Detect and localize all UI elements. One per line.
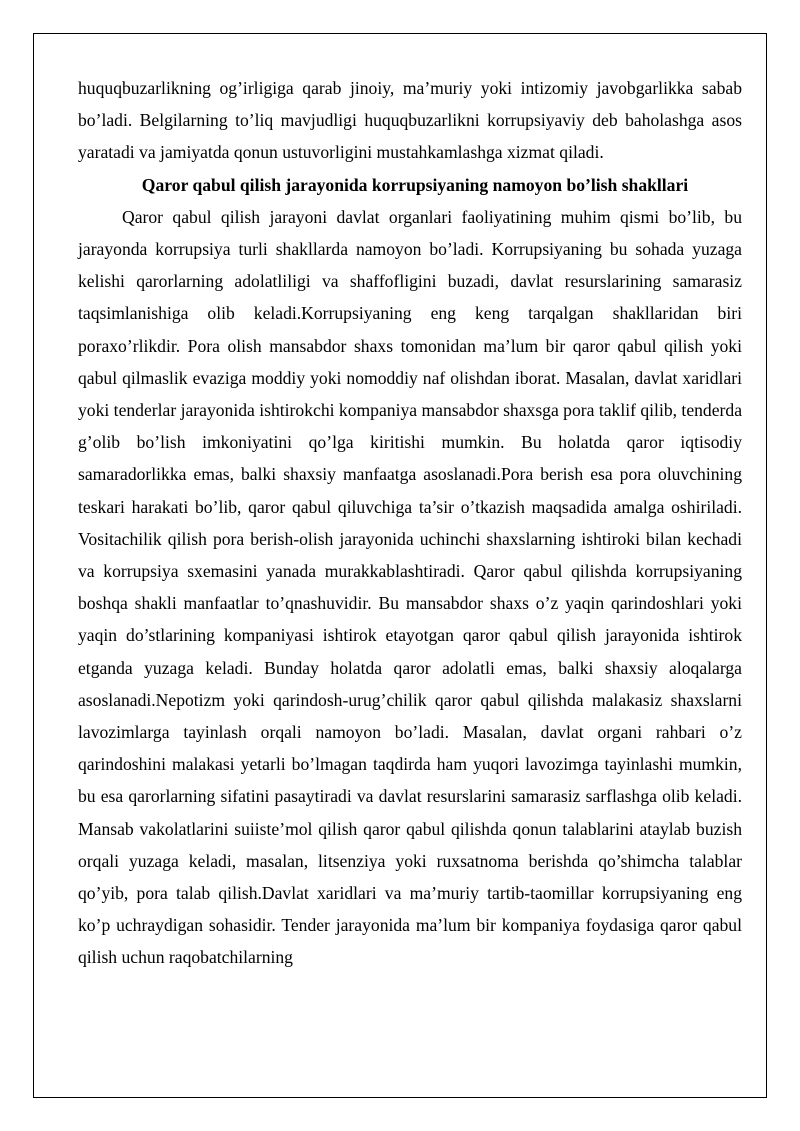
body-paragraph-continuation: huquqbuzarlikning og’irligiga qarab jinoiy, ma’muriy yoki intizomiy javobgarlikka sabab bo’ladi. Belgilarning to’liq mavjudligi huquqbuzarlikni korrupsiyaviy deb baholashga asos yaratadi va jamiyatda qonun ustuvorligini mustahkamlashga xizmat qiladi.: [78, 78, 742, 163]
document-body: [78, 72, 742, 974]
body-paragraph-main: Qaror qabul qilish jarayoni davlat organlari faoliyatining muhim qismi bo’lib, bu jarayonda korrupsiya turli shakllarda namoyon bo’ladi. Korrupsiyaning bu sohada yuzaga kelishi qarorlarning adolatliligi va shaffofligini buzadi, davlat resurslarining samarasiz taqsimlanishiga olib keladi.Korrupsiyaning eng keng tarqalgan shakllaridan biri poraxo’rlikdir. Pora olish mansabdor shaxs tomonidan ma’lum bir qaror qabul qilish yoki qabul qilmaslik evaziga moddiy yoki nomoddiy naf olishdan iborat. Masalan, davlat xaridlari yoki tenderlar jarayonida ishtirokchi kompaniya mansabdor shaxsga pora taklif qilib, tenderda g’olib bo’lish imkoniyatini qo’lga kiritishi mumkin. Bu holatda qaror iqtisodiy samaradorlikka emas, balki shaxsiy manfaatga asoslanadi.Pora berish esa pora oluvchining teskari harakati bo’lib, qaror qabul qiluvchiga ta’sir o’tkazish maqsadida amalga oshiriladi. Vositachilik qilish pora berish-olish jarayonida uchinchi shaxslarning ishtiroki bilan kechadi va korrupsiya sxemasini yanada murakkablashtiradi. Qaror qabul qilishda korrupsiyaning boshqa shakli manfaatlar to’qnashuvidir. Bu mansabdor shaxs o’z yaqin qarindoshlari yoki yaqin do’stlarining kompaniyasi ishtirok etayotgan qaror qabul qilish jarayonida ishtirok etganda yuzaga keladi. Bunday holatda qaror adolatli emas, balki shaxsiy aloqalarga asoslanadi.Nepotizm yoki qarindosh-urug’chilik qaror qabul qilishda malakasiz shaxslarni lavozimlarga tayinlash orqali namoyon bo’ladi. Masalan, davlat organi rahbari o’z qarindoshini malakasi yetarli bo’lmagan taqdirda ham yuqori lavozimga tayinlashi mumkin, bu esa qarorlarning sifatini pasaytiradi va davlat resurslarini samarasiz sarflashga olib keladi. Mansab vakolatlarini suiiste’mol qilish qaror qabul qilishda qonun talablarini ataylab buzish orqali yuzaga keladi, masalan, litsenziya yoki ruxsatnoma berishda qo’shimcha talablar qo’yib, pora talab qilish.Davlat xaridlari va ma’muriy tartib-taomillar korrupsiyaning eng ko’p uchraydigan sohasidir. Tender jarayonida ma’lum bir kompaniya foydasiga qaror qabul qilish uchun raqobatchilarning: [78, 206, 742, 968]
section-heading: Qaror qabul qilish jarayonida korrupsiyaning namoyon bo’lish shakllari: [141, 174, 689, 195]
